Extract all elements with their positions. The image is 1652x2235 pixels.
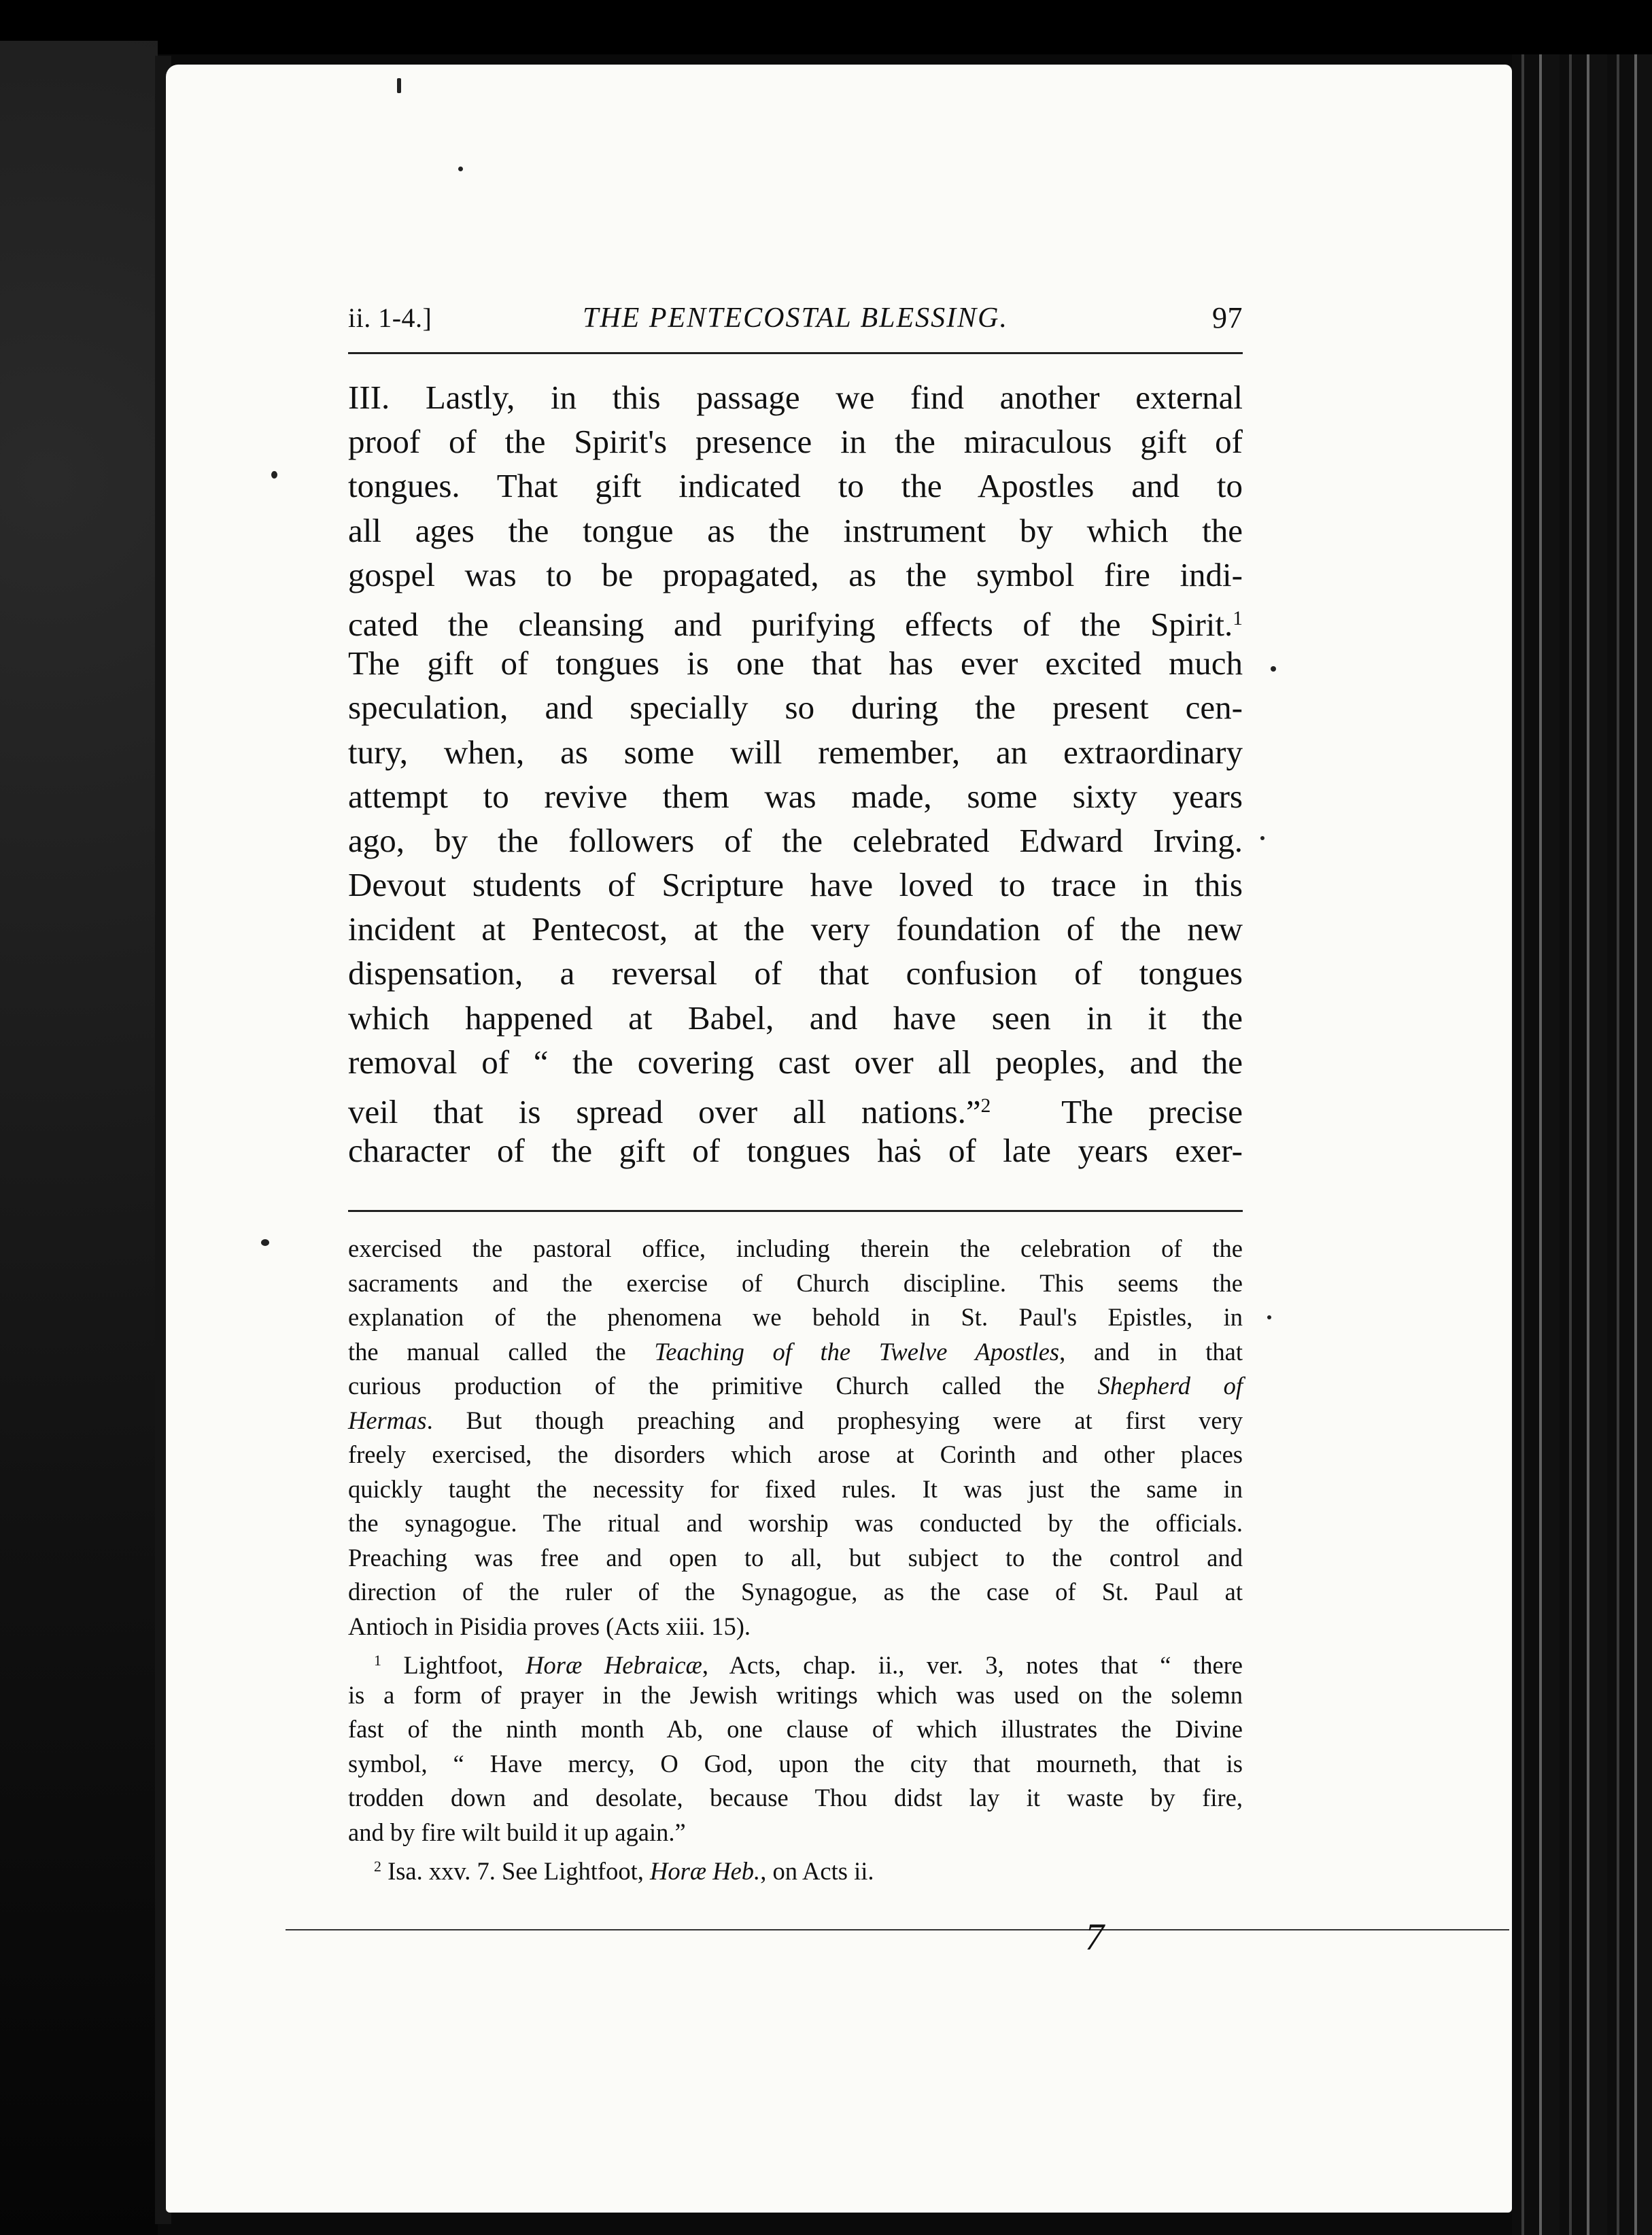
body-line: character of the gift of tongues has of late years exer- — [348, 1132, 1243, 1170]
body-line: incident at Pentecost, at the very foundation of the new — [348, 910, 1243, 948]
speck — [261, 1239, 269, 1246]
footnote-text: , and in that — [1059, 1337, 1243, 1366]
page-number: 97 — [1212, 301, 1243, 334]
scan-top-border — [0, 0, 1652, 54]
main-body-text — [348, 375, 1243, 1173]
body-line: ago, by the followers of the celebrated Edward Irving. — [348, 821, 1243, 859]
speck — [458, 167, 463, 171]
speck — [397, 78, 401, 93]
body-line: proof of the Spirit's presence in the miraculous gift of — [348, 423, 1243, 461]
header-rule — [348, 352, 1243, 354]
footnote-1-line: symbol, “ Have mercy, O God, upon the city that mourneth, that is — [348, 1749, 1243, 1778]
body-line: gospel was to be propagated, as the symbol fire indi- — [348, 555, 1243, 593]
body-line — [348, 597, 1243, 644]
body-line: dispensation, a reversal of that confusion of tongues — [348, 954, 1243, 992]
body-line: removal of “ the covering cast over all peoples, and the — [348, 1043, 1243, 1081]
footnote-text: , on Acts ii. — [760, 1857, 874, 1886]
footnote-ref: 2 — [980, 1095, 991, 1117]
footnote-text: Lightfoot, — [381, 1651, 526, 1680]
body-line: tury, when, as some will remember, an extraordinary — [348, 733, 1243, 771]
running-header — [348, 298, 1243, 339]
footnote-1-line: and by fire wilt build it up again.” — [348, 1818, 686, 1846]
page-edge-stack — [1512, 54, 1652, 2235]
footnote-1-line: is a form of prayer in the Jewish writings which was used on the solemn — [348, 1680, 1243, 1709]
footnote-1-line — [348, 1644, 1243, 1678]
speck — [1260, 836, 1264, 840]
footnote-1-line: trodden down and desolate, because Thou didst lay it waste by fire, — [348, 1784, 1243, 1812]
book-title: Shepherd of — [1097, 1372, 1243, 1400]
footnote-1-line: fast of the ninth month Ab, one clause of which illustrates the Divine — [348, 1715, 1243, 1743]
footnote-line: sacraments and the exercise of Church discipline. This seems the — [348, 1268, 1243, 1297]
footnote-line — [348, 1404, 1243, 1438]
footnote-text: curious production of the primitive Church called the — [348, 1372, 1098, 1400]
speck — [271, 471, 277, 479]
body-line: attempt to revive them was made, some sixty years — [348, 777, 1243, 815]
footnote-text: , Acts, chap. ii., ver. 3, notes that “ there — [702, 1651, 1243, 1680]
body-line: all ages the tongue as the instrument by which the — [348, 511, 1243, 549]
signature-mark: 7 — [1085, 1916, 1104, 1958]
body-line-text: cated the cleansing and purifying effects of the Spirit. — [348, 606, 1233, 644]
body-line: Devout students of Scripture have loved to trace in this — [348, 866, 1243, 904]
footnote-text: the manual called the — [348, 1337, 655, 1366]
body-line: The gift of tongues is one that has ever excited much — [348, 644, 1243, 682]
footnote-line: Preaching was free and open to all, but subject to the control and — [348, 1543, 1243, 1572]
speck — [1271, 666, 1276, 672]
body-line: speculation, and specially so during the present cen- — [348, 689, 1243, 727]
book-title: Hermas — [348, 1406, 427, 1434]
book-title: Teaching of the Twelve Apostles — [654, 1337, 1060, 1366]
footnote-line — [348, 1369, 1243, 1404]
body-line-text: veil that is spread over all nations.” — [348, 1093, 981, 1131]
footnote-marker: 2 — [374, 1858, 381, 1875]
body-line: III. Lastly, in this passage we find another external — [348, 379, 1243, 416]
footnote-text: . But though preaching and prophesying were at first very — [426, 1406, 1243, 1434]
header-title: THE PENTECOSTAL BLESSING. — [582, 302, 1009, 334]
body-line: which happened at Babel, and have seen in it the — [348, 999, 1243, 1037]
speck — [1267, 1315, 1271, 1319]
footnote-line: Antioch in Pisidia proves (Acts xiii. 15). — [348, 1612, 751, 1640]
scan-left-margin — [0, 41, 158, 2235]
footnote-rule — [348, 1210, 1243, 1212]
body-line: tongues. That gift indicated to the Apostles and to — [348, 467, 1243, 505]
footnotes — [348, 1232, 1243, 1884]
footnote-line: direction of the ruler of the Synagogue, as the case of St. Paul at — [348, 1578, 1243, 1606]
footnote-line: explanation of the phenomena we behold in St. Paul's Epistles, in — [348, 1303, 1243, 1331]
footnote-2-line — [348, 1850, 1243, 1884]
footnote-text: Isa. xxv. 7. See Lightfoot, — [381, 1857, 650, 1886]
footnote-line: freely exercised, the disorders which arose at Corinth and other places — [348, 1440, 1243, 1468]
footnote-ref: 1 — [1233, 607, 1243, 629]
page-bottom-line — [286, 1929, 1509, 1930]
footnote-line: the synagogue. The ritual and worship was conducted by the officials. — [348, 1509, 1243, 1537]
book-title: Horæ Hebraicæ — [526, 1651, 702, 1680]
header-section-ref: ii. 1-4.] — [348, 302, 432, 333]
book-title: Horæ Heb. — [649, 1857, 761, 1886]
body-line — [348, 1084, 1243, 1131]
footnote-line — [348, 1335, 1243, 1370]
footnote-line: quickly taught the necessity for fixed rules. It was just the same in — [348, 1474, 1243, 1503]
footnote-marker: 1 — [374, 1652, 381, 1669]
body-line-text: The precise — [1061, 1093, 1243, 1131]
footnote-line: exercised the pastoral office, including therein the celebration of the — [348, 1234, 1243, 1262]
